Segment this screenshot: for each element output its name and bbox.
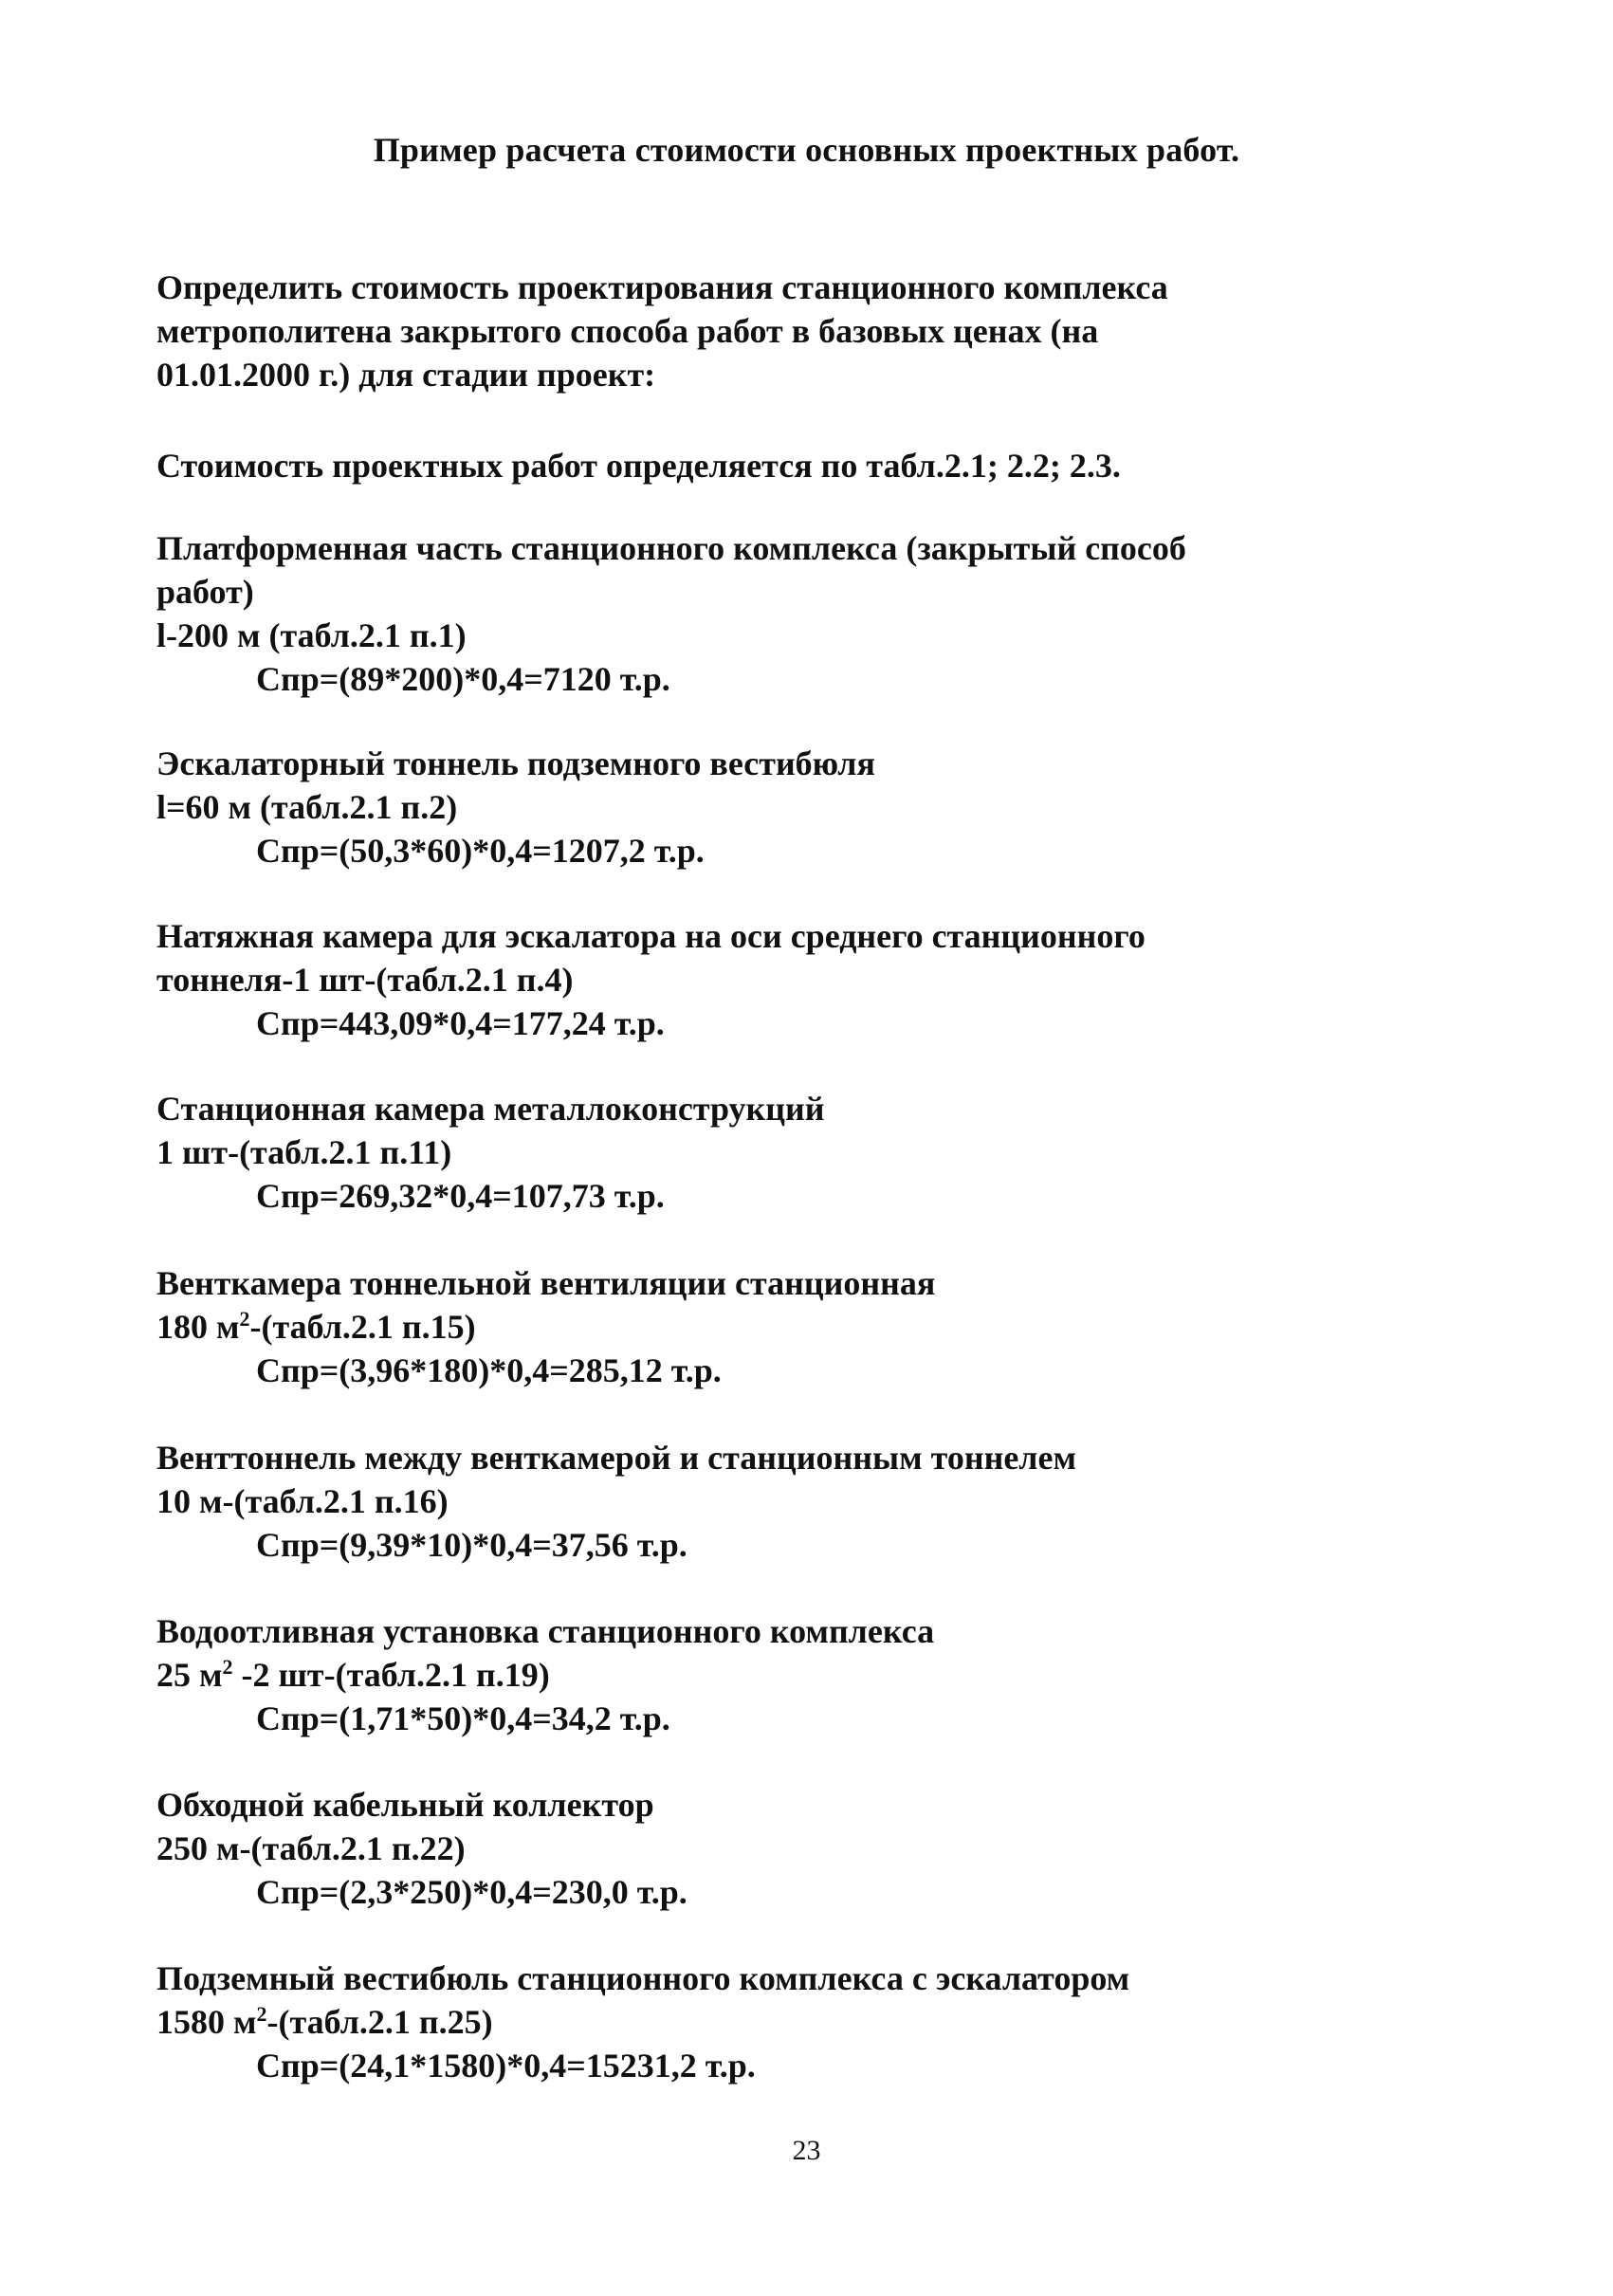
intro-line: метрополитена закрытого способа работ в базовых ценах (на	[156, 312, 1099, 350]
intro-line: Определить стоимость проектирования станционного комплекса	[156, 268, 1168, 306]
cost-item-cable-collector	[156, 1783, 1351, 1914]
cost-item-vent-chamber	[156, 1261, 1351, 1392]
item-formula: Спр=(24,1*1580)*0,4=15231,2 т.р.	[256, 2047, 756, 2085]
item-title-line: Эскалаторный тоннель подземного вестибюля	[156, 744, 875, 782]
item-formula: Спр=(2,3*250)*0,4=230,0 т.р.	[256, 1873, 687, 1911]
item-parameter	[156, 614, 1351, 657]
item-parameter-text: -(табл.2.1 п.15)	[249, 1308, 476, 1346]
item-formula: Спр=269,32*0,4=107,73 т.р.	[256, 1177, 665, 1215]
item-parameter-text: 1580 м	[156, 2003, 257, 2041]
item-parameter	[156, 785, 1351, 829]
item-parameter	[156, 1305, 1351, 1349]
superscript-2: 2	[222, 1655, 233, 1679]
cost-item-escalator-tunnel	[156, 742, 1351, 872]
intro-paragraph	[156, 266, 1351, 396]
item-title-line: Обходной кабельный коллектор	[156, 1786, 654, 1824]
item-parameter	[156, 1827, 1351, 1870]
cost-item-underground-vestibule	[156, 1956, 1351, 2087]
cost-item-metal-chamber	[156, 1087, 1351, 1218]
item-parameter	[156, 1653, 1351, 1697]
item-parameter	[156, 2000, 1351, 2044]
item-parameter-text: -(табл.2.1 п.25)	[266, 2003, 493, 2041]
cost-item-vent-tunnel	[156, 1436, 1351, 1567]
item-title-line: Венттоннель между венткамерой и станционным тоннелем	[156, 1439, 1076, 1477]
item-title-line: тоннеля-1 шт-(табл.2.1 п.4)	[156, 961, 574, 999]
item-title-line: Станционная камера металлоконструкций	[156, 1090, 825, 1128]
item-title-line: Натяжная камера для эскалатора на оси среднего станционного	[156, 917, 1146, 955]
item-parameter-text: 10 м-(табл.2.1 п.16)	[156, 1482, 449, 1520]
item-title-line: Венткамера тоннельной вентиляции станционная	[156, 1264, 936, 1302]
item-formula: Спр=(3,96*180)*0,4=285,12 т.р.	[256, 1351, 722, 1389]
basis-text: Стоимость проектных работ определяется по табл.2.1; 2.2; 2.3.	[156, 447, 1121, 485]
item-formula: Спр=(1,71*50)*0,4=34,2 т.р.	[256, 1699, 670, 1737]
item-title-line: Платформенная часть станционного комплекса (закрытый способ	[156, 529, 1186, 567]
superscript-2: 2	[256, 2002, 267, 2026]
item-formula: Спр=443,09*0,4=177,24 т.р.	[256, 1004, 665, 1042]
item-parameter-text: l=60 м (табл.2.1 п.2)	[156, 788, 458, 826]
item-title-line: Водоотливная установка станционного комплекса	[156, 1612, 935, 1650]
item-parameter-text: -2 шт-(табл.2.1 п.19)	[232, 1656, 550, 1694]
item-title-line: Подземный вестибюль станционного комплекса с эскалатором	[156, 1959, 1130, 1997]
page-title: Пример расчета стоимости основных проектных работ.	[373, 131, 1240, 169]
item-parameter-text: 250 м-(табл.2.1 п.22)	[156, 1829, 466, 1867]
page-number: 23	[792, 2135, 821, 2166]
cost-item-drainage	[156, 1609, 1351, 1740]
superscript-2: 2	[239, 1307, 250, 1331]
item-formula: Спр=(9,39*10)*0,4=37,56 т.р.	[256, 1526, 687, 1564]
cost-item-platform	[156, 526, 1351, 701]
item-parameter	[156, 1130, 1351, 1174]
item-formula: Спр=(50,3*60)*0,4=1207,2 т.р.	[256, 832, 705, 870]
cost-item-tension-chamber	[156, 914, 1351, 1045]
item-formula: Спр=(89*200)*0,4=7120 т.р.	[256, 660, 670, 698]
item-parameter-text: 25 м	[156, 1656, 223, 1694]
item-title-line: работ)	[156, 573, 254, 611]
item-parameter-text: 1 шт-(табл.2.1 п.11)	[156, 1133, 452, 1171]
item-parameter	[156, 1479, 1351, 1523]
basis-paragraph	[156, 444, 1351, 487]
item-parameter-text: l-200 м (табл.2.1 п.1)	[156, 616, 467, 654]
intro-line: 01.01.2000 г.) для стадии проект:	[156, 356, 656, 394]
item-parameter-text: 180 м	[156, 1308, 240, 1346]
